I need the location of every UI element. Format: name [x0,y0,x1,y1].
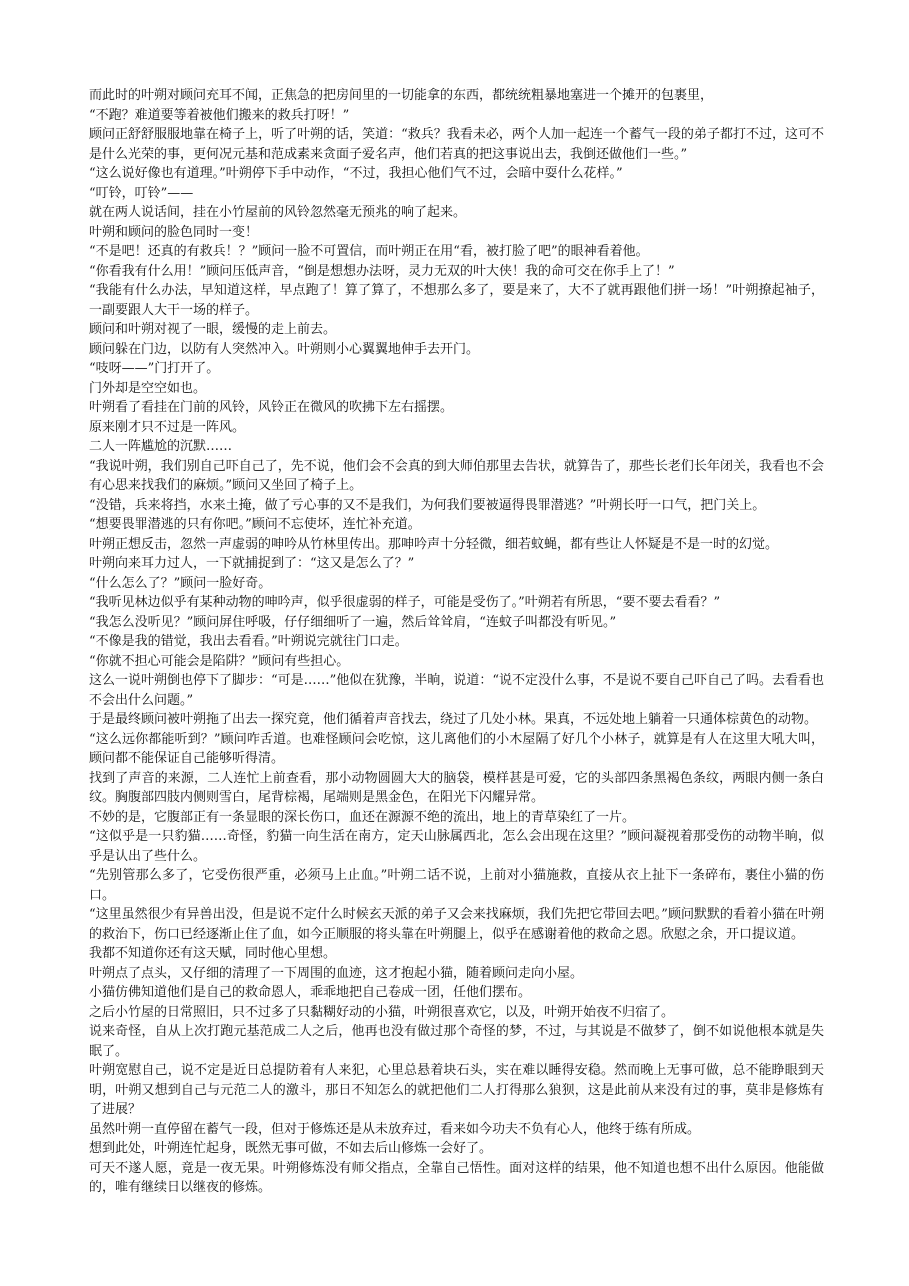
paragraph: 就在两人说话间，挂在小竹屋前的风铃忽然毫无预兆的响了起来。 [89,205,467,220]
paragraph: “这么远你都能听到？”顾问咋舌道。也难怪顾问会吃惊，这儿离他们的小木屋隔了好几个小林子，就算是有人在这里大吼大叫，顾问都不能保证自己能够听得清。 [89,731,824,766]
paragraph: 想到此处，叶朔连忙起身，既然无事可做，不如去后山修炼一会好了。 [89,1141,493,1156]
paragraph: 叶朔和顾问的脸色同时一变！ [89,224,259,240]
paragraph: “没错，兵来将挡，水来土掩，做了亏心事的又不是我们，为何我们要被逼得畏罪潜逃？”叶朔长吁一口气，把门关上。 [89,497,766,513]
paragraph: 可天不遂人愿，竟是一夜无果。叶朔修炼没有师父指点，全靠自己悟性。面对这样的结果，他不知道也想不出什么原因。他能做的，唯有继续日以继夜的修炼。 [89,1160,824,1195]
paragraph: “我怎么没听见？”顾问屏住呼吸，仔仔细细听了一遍，然后耸耸肩，“连蚊子叫都没有听见。” [89,614,617,630]
paragraph: 找到了声音的来源，二人连忙上前查看，那小动物圆圆大大的脑袋，模样甚是可爱，它的头部四条黑褐色条纹，两眼内侧一条白纹。胸腹部四肢内侧则雪白，尾背棕褐，尾端则是黑金色，在阳光下闪耀异常。 [89,770,824,805]
paragraph: 叶朔向来耳力过人，一下就捕捉到了：“这又是怎么了？” [89,556,415,571]
paragraph: 之后小竹屋的日常照旧，只不过多了只黏糊好动的小猫，叶朔很喜欢它，以及，叶朔开始夜不归宿了。 [89,1004,675,1020]
paragraph: 叶朔正想反击，忽然一声虚弱的呻吟从竹林里传出。那呻吟声十分轻微，细若蚊蝇，都有些让人怀疑是不是一时的幻觉。 [89,536,779,552]
paragraph: 叶朔宽慰自己，说不定是近日总提防着有人来犯，心里总悬着块石头，实在难以睡得安稳。然而晚上无事可做，总不能睁眼到天明，叶朔又想到自己与元范二人的激斗，那日不知怎么的就把他们二人打得那么狼狈，这是此前从来没有过的事，莫非是修炼有了进展？ [89,1063,824,1117]
paragraph: 门外却是空空如也。 [89,380,207,396]
paragraph: 叶朔看了看挂在门前的风铃，风铃正在微风的吹拂下左右摇摆。 [89,400,454,415]
paragraph: 于是最终顾问被叶朔拖了出去一探究竟，他们循着声音找去，绕过了几处小林。果真，不远处地上躺着一只通体棕黄色的动物。 [89,712,818,727]
paragraph: “你看我有什么用！”顾问压低声音，“倒是想想办法呀，灵力无双的叶大侠！我的命可交在你手上了！” [89,263,675,279]
paragraph: “什么怎么了？”顾问一脸好奇。 [89,575,272,591]
paragraph: “不跑？难道要等着被他们搬来的救兵打呀！” [89,107,350,123]
paragraph: “你就不担心可能会是陷阱？”顾问有些担心。 [89,653,350,669]
paragraph: “这么说好像也有道理。”叶朔停下手中动作，“不过，我担心他们气不过，会暗中耍什么花样。” [89,166,623,181]
paragraph: 小猫仿佛知道他们是自己的救命恩人，乖乖地把自己卷成一团，任他们摆布。 [89,985,532,1000]
paragraph: “我能有什么办法，早知道这样，早点跑了！算了算了，不想那么多了，要是来了，大不了就再跟他们拼一场！”叶朔撩起袖子，一副要跟人大干一场的样子。 [89,283,824,318]
document-body [89,86,824,1198]
paragraph: 顾问和叶朔对视了一眼，缓慢的走上前去。 [89,322,337,337]
paragraph: “不是吧！还真的有救兵！？”顾问一脸不可置信，而叶朔正在用“看，被打脸了吧”的眼神看着他。 [89,244,649,259]
paragraph: 二人一阵尴尬的沉默…… [89,439,233,454]
paragraph: “这似乎是一只豹猫……奇怪，豹猫一向生活在南方，定天山脉属西北，怎么会出现在这里？”顾问凝视着那受伤的动物半晌，似乎是认出了些什么。 [89,829,824,864]
paragraph: 说来奇怪，自从上次打跑元基范成二人之后，他再也没有做过那个奇怪的梦，不过，与其说是不做梦了，倒不如说他根本就是失眠了。 [89,1024,824,1059]
paragraph: 叶朔点了点头，又仔细的清理了一下周围的血迹，这才抱起小猫，随着顾问走向小屋。 [89,965,584,981]
paragraph: 我都不知道你还有这天赋，同时他心里想。 [89,946,337,961]
paragraph: “我听见林边似乎有某种动物的呻吟声，似乎很虚弱的样子，可能是受伤了。”叶朔若有所思，“要不要去看看？” [89,595,721,610]
paragraph: 顾问正舒舒服服地靠在椅子上，听了叶朔的话，笑道：“救兵？我看未必，两个人加一起连一个蓄气一段的弟子都打不过，这可不是什么光荣的事，更何况元基和范成素来贪面子爱名声，他们若真的把这事说出去，我倒还做他们一些。” [89,127,824,162]
paragraph: 不妙的是，它腹部正有一条显眼的深长伤口，血还在源源不绝的流出，地上的青草染红了一片。 [89,809,636,825]
paragraph: 原来刚才只不过是一阵风。 [89,419,246,435]
paragraph: 而此时的叶朔对顾问充耳不闻，正焦急的把房间里的一切能拿的东西，都统统粗暴地塞进一个摊开的包裹里， [89,88,714,103]
paragraph: 这么一说叶朔倒也停下了脚步：“可是……”他似在犹豫，半晌，说道：“说不定没什么事，不是说不要自己吓自己了吗。去看看也不会出什么问题。” [89,673,824,708]
paragraph: “叮铃，叮铃”—— [89,185,194,201]
paragraph: 顾问躲在门边，以防有人突然冲入。叶朔则小心翼翼地伸手去开门。 [89,341,480,357]
paragraph: “吱呀——”门打开了。 [89,361,220,376]
paragraph: “这里虽然很少有异兽出没，但是说不定什么时候玄天派的弟子又会来找麻烦，我们先把它带回去吧。”顾问默默的看着小猫在叶朔的救治下，伤口已经逐渐止住了血，如今正顺服的将头靠在叶朔腿上，似乎在感谢着他的救命之恩。欣慰之余，开口提议道。 [89,907,824,942]
paragraph: “想要畏罪潜逃的只有你吧。”顾问不忘使坏，连忙补充道。 [89,517,421,532]
paragraph: 虽然叶朔一直停留在蓄气一段，但对于修炼还是从未放弃过，看来如今功夫不负有心人，他终于练有所成。 [89,1121,701,1137]
paragraph: “不像是我的错觉，我出去看看。”叶朔说完就往门口走。 [89,634,408,649]
paragraph: “先别管那么多了，它受伤很严重，必须马上止血。”叶朔二话不说，上前对小猫施救，直接从衣上扯下一条碎布，裹住小猫的伤口。 [89,868,824,903]
paragraph: “我说叶朔，我们别自己吓自己了，先不说，他们会不会真的到大师伯那里去告状，就算告了，那些长老们长年闭关，我看也不会有心思来找我们的麻烦。”顾问又坐回了椅子上。 [89,458,824,493]
